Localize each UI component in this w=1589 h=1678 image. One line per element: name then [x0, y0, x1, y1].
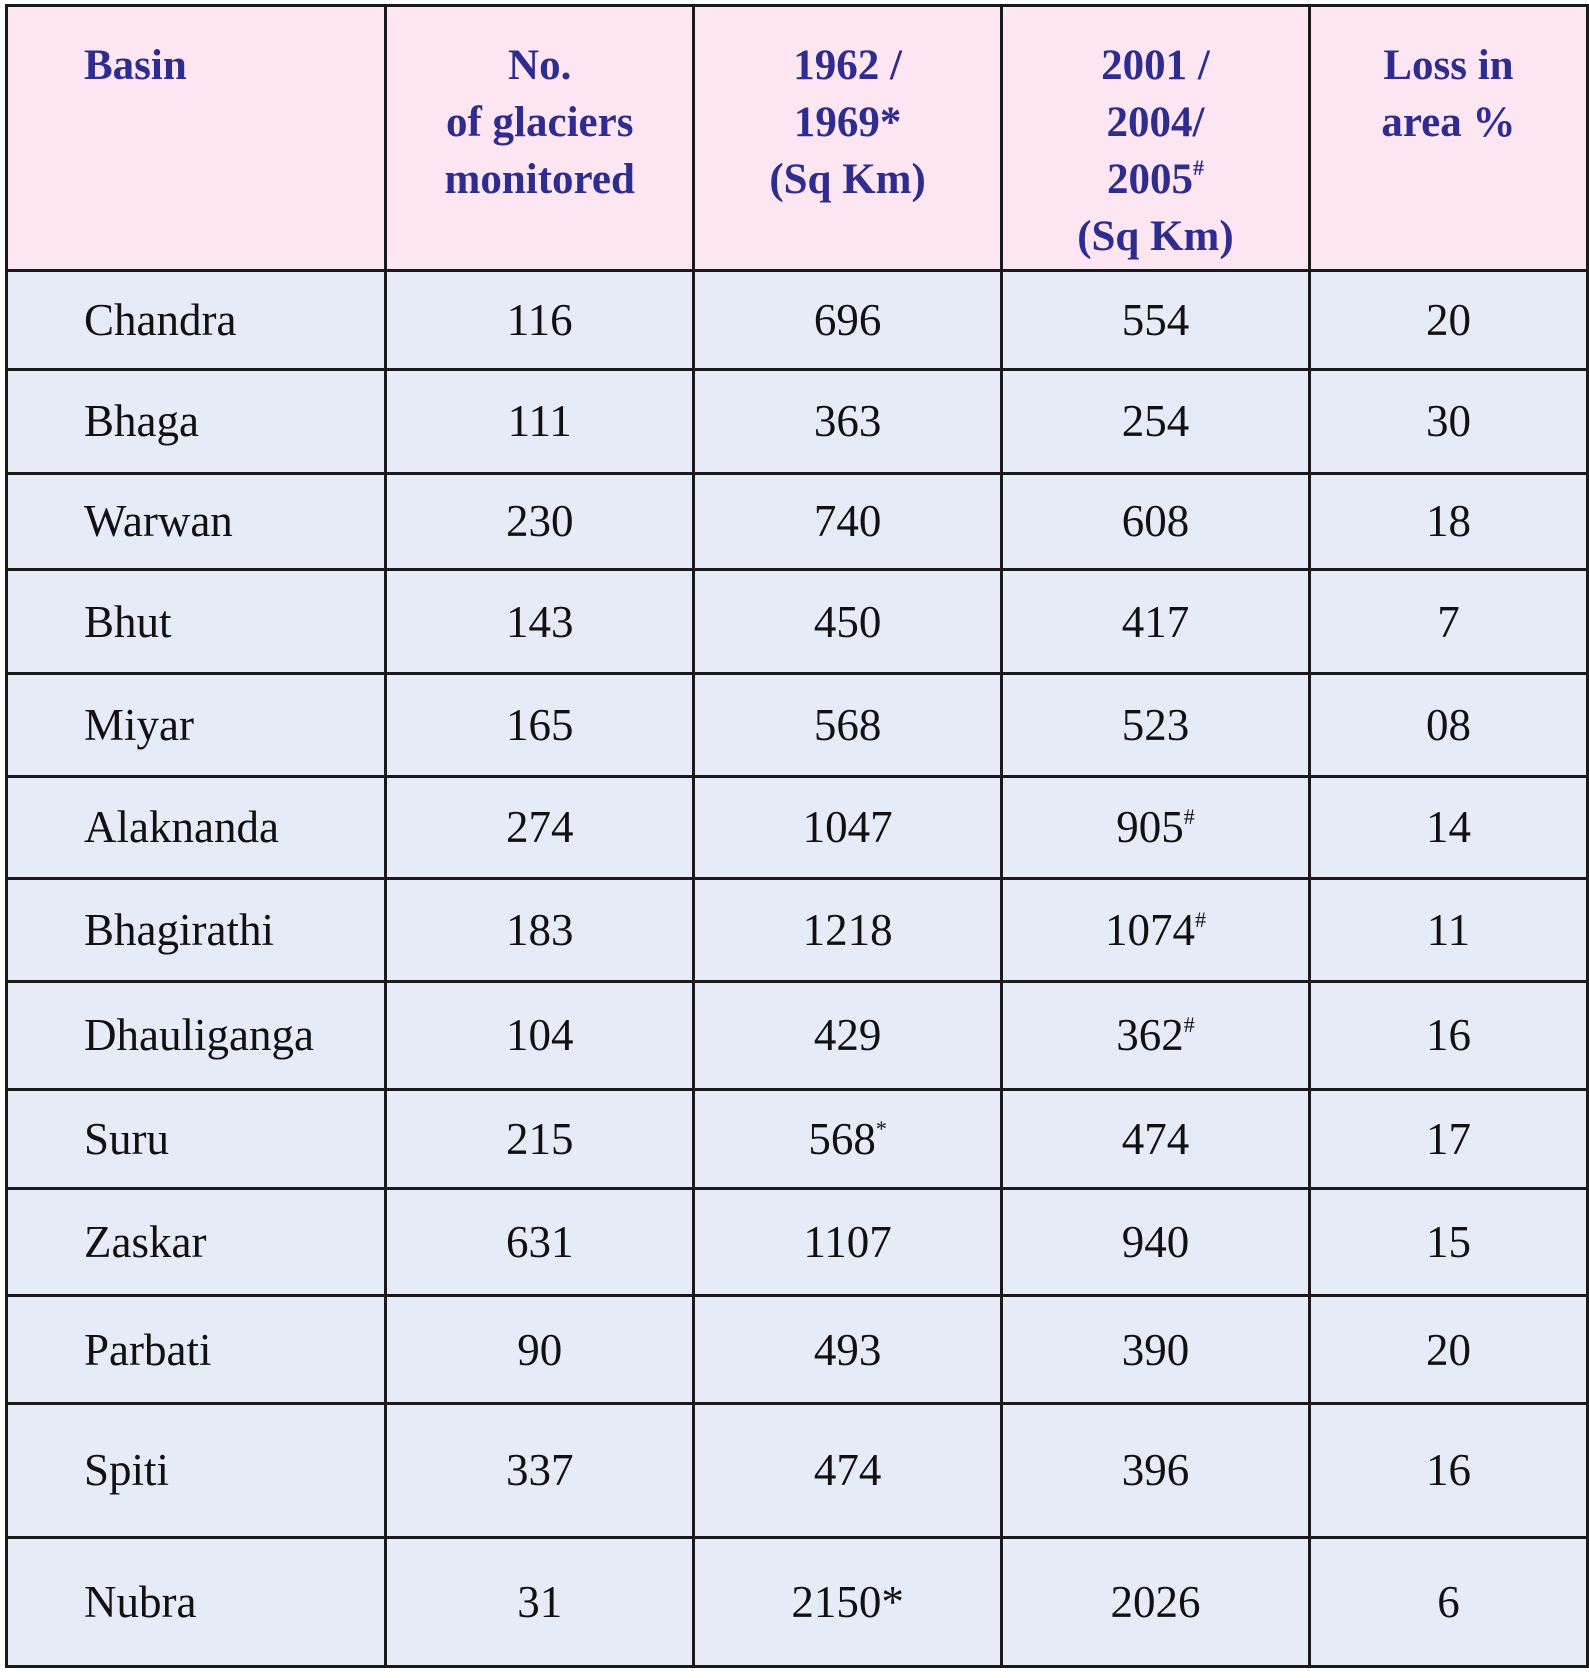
table-row [7, 1089, 1588, 1188]
basin-cell: Bhagirathi [7, 878, 386, 981]
table-body [7, 271, 1588, 1667]
basin-cell: Miyar [7, 673, 386, 776]
table-row [7, 1404, 1588, 1538]
area-1962-cell: 1107 [694, 1188, 1002, 1296]
area-1962-cell: 1047 [694, 777, 1002, 878]
area-2001-cell: 523 [1002, 673, 1310, 776]
basin-cell: Dhauliganga [7, 981, 386, 1089]
area-1962-cell: 429 [694, 981, 1002, 1089]
area-1962-cell: 450 [694, 570, 1002, 673]
table-row [7, 777, 1588, 878]
glacier-area-table [5, 4, 1589, 1668]
table-row [7, 981, 1588, 1089]
area-2001-cell: 2026 [1002, 1537, 1310, 1666]
header-basin: Basin [7, 6, 386, 271]
loss-cell: 08 [1309, 673, 1587, 776]
glaciers-cell: 183 [386, 878, 694, 981]
area-1962-cell: 493 [694, 1296, 1002, 1404]
loss-cell: 7 [1309, 570, 1587, 673]
loss-cell: 14 [1309, 777, 1587, 878]
area-2001-cell: 608 [1002, 473, 1310, 570]
loss-cell: 17 [1309, 1089, 1587, 1188]
basin-cell: Suru [7, 1089, 386, 1188]
basin-cell: Alaknanda [7, 777, 386, 878]
glaciers-cell: 143 [386, 570, 694, 673]
area-1962-cell: 740 [694, 473, 1002, 570]
glaciers-cell: 90 [386, 1296, 694, 1404]
header-area-2001: 2001 / 2004/ 2005# (Sq Km) [1002, 6, 1310, 271]
table-row [7, 1537, 1588, 1666]
header-glaciers-monitored: No. of glaciers monitored [386, 6, 694, 271]
basin-cell: Zaskar [7, 1188, 386, 1296]
area-2001-cell: 905# [1002, 777, 1310, 878]
table-row [7, 271, 1588, 370]
basin-cell: Bhut [7, 570, 386, 673]
area-1962-cell: 568 [694, 673, 1002, 776]
loss-cell: 6 [1309, 1537, 1587, 1666]
basin-cell: Bhaga [7, 370, 386, 473]
glaciers-cell: 337 [386, 1404, 694, 1538]
area-1962-cell: 1218 [694, 878, 1002, 981]
glaciers-cell: 215 [386, 1089, 694, 1188]
loss-cell: 16 [1309, 1404, 1587, 1538]
table-row [7, 673, 1588, 776]
glaciers-cell: 31 [386, 1537, 694, 1666]
header-area-1962: 1962 / 1969* (Sq Km) [694, 6, 1002, 271]
header-row [7, 6, 1588, 271]
glaciers-cell: 104 [386, 981, 694, 1089]
loss-cell: 20 [1309, 271, 1587, 370]
table-row [7, 370, 1588, 473]
basin-cell: Nubra [7, 1537, 386, 1666]
table-row [7, 570, 1588, 673]
loss-cell: 15 [1309, 1188, 1587, 1296]
area-2001-cell: 417 [1002, 570, 1310, 673]
basin-cell: Spiti [7, 1404, 386, 1538]
loss-cell: 30 [1309, 370, 1587, 473]
glaciers-cell: 165 [386, 673, 694, 776]
table-row [7, 473, 1588, 570]
table-row [7, 1296, 1588, 1404]
area-1962-cell: 2150* [694, 1537, 1002, 1666]
basin-cell: Parbati [7, 1296, 386, 1404]
glaciers-cell: 230 [386, 473, 694, 570]
table-row [7, 878, 1588, 981]
basin-cell: Chandra [7, 271, 386, 370]
area-2001-cell: 554 [1002, 271, 1310, 370]
area-1962-cell: 568* [694, 1089, 1002, 1188]
glaciers-cell: 274 [386, 777, 694, 878]
glaciers-cell: 111 [386, 370, 694, 473]
area-2001-cell: 396 [1002, 1404, 1310, 1538]
area-2001-cell: 254 [1002, 370, 1310, 473]
area-1962-cell: 363 [694, 370, 1002, 473]
glaciers-cell: 116 [386, 271, 694, 370]
loss-cell: 20 [1309, 1296, 1587, 1404]
area-2001-cell: 1074# [1002, 878, 1310, 981]
table-row [7, 1188, 1588, 1296]
loss-cell: 18 [1309, 473, 1587, 570]
loss-cell: 16 [1309, 981, 1587, 1089]
glaciers-cell: 631 [386, 1188, 694, 1296]
area-2001-cell: 940 [1002, 1188, 1310, 1296]
area-2001-cell: 390 [1002, 1296, 1310, 1404]
header-loss-in-area: Loss in area % [1309, 6, 1587, 271]
area-1962-cell: 474 [694, 1404, 1002, 1538]
loss-cell: 11 [1309, 878, 1587, 981]
area-2001-cell: 362# [1002, 981, 1310, 1089]
basin-cell: Warwan [7, 473, 386, 570]
area-2001-cell: 474 [1002, 1089, 1310, 1188]
area-1962-cell: 696 [694, 271, 1002, 370]
